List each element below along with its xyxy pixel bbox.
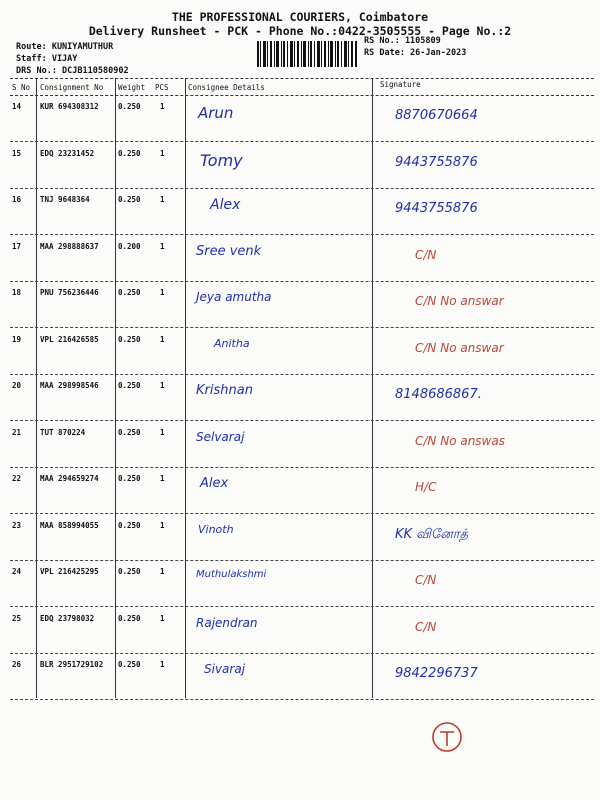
runsheet-subtitle: Delivery Runsheet - PCK - Phone No.:0422-3505555 - Page No.:2 xyxy=(88,24,512,38)
row-signature: C/N xyxy=(415,619,437,634)
row-signature: C/N xyxy=(415,247,437,262)
row-pcs: 1 xyxy=(160,613,165,623)
row-pcs: 1 xyxy=(160,334,165,344)
row-sno: 20 xyxy=(12,381,22,390)
row-weight: 0.200 xyxy=(118,241,141,251)
row-weight: 0.250 xyxy=(118,102,141,111)
row-sno: 22 xyxy=(12,474,22,483)
row-consignment-no: MAA 294659274 xyxy=(40,474,99,483)
table-row xyxy=(10,468,594,514)
row-consignee: Arun xyxy=(198,104,234,122)
col-weight-header: Weight xyxy=(118,83,146,92)
table-row xyxy=(10,375,594,421)
row-signature: 8870670664 xyxy=(395,108,478,123)
rs-date-label: RS Date: 26-Jan-2023 xyxy=(364,48,467,58)
table-row xyxy=(10,189,594,235)
row-pcs: 1 xyxy=(160,241,165,251)
row-consignment-no: EDQ 23231452 xyxy=(40,148,95,158)
col-consignment-header: Consignment No xyxy=(40,83,104,92)
row-sno: 19 xyxy=(12,334,22,344)
row-signature: C/N xyxy=(415,573,437,587)
row-weight: 0.250 xyxy=(118,474,141,483)
row-sno: 26 xyxy=(12,660,22,669)
row-weight: 0.250 xyxy=(118,288,141,297)
row-consignee: Sivaraj xyxy=(204,662,246,676)
row-pcs: 1 xyxy=(160,427,165,437)
row-sno: 14 xyxy=(12,102,22,111)
table-row xyxy=(10,561,594,607)
row-signature: C/N No answas xyxy=(415,433,505,448)
col-signature-header: Signature xyxy=(380,80,421,89)
row-pcs: 1 xyxy=(160,381,165,390)
table-row xyxy=(10,282,594,328)
col-sno-header: S No xyxy=(12,83,31,92)
row-consignment-no: TNJ 9648364 xyxy=(40,195,90,204)
table-row xyxy=(10,329,594,375)
row-signature: 9443755876 xyxy=(395,154,478,170)
row-sno: 15 xyxy=(12,148,22,158)
row-sno: 25 xyxy=(12,613,22,623)
table-row xyxy=(10,608,594,654)
row-consignment-no: PNU 756236446 xyxy=(40,288,99,297)
barcode xyxy=(257,41,357,67)
row-consignment-no: VPL 216426585 xyxy=(40,334,99,344)
row-consignment-no: BLR 2951729102 xyxy=(40,660,104,669)
table-row xyxy=(10,654,594,700)
row-separator xyxy=(10,699,594,700)
row-sno: 24 xyxy=(12,567,22,576)
row-signature: H/C xyxy=(415,480,437,494)
row-pcs: 1 xyxy=(160,660,165,669)
row-weight: 0.250 xyxy=(118,148,141,158)
row-consignee: Selvaraj xyxy=(196,429,245,444)
table-row xyxy=(10,96,594,142)
row-consignee: Anitha xyxy=(214,336,250,350)
table-row xyxy=(10,143,594,189)
row-pcs: 1 xyxy=(160,474,165,483)
row-weight: 0.250 xyxy=(118,520,141,530)
row-consignee: Rajendran xyxy=(196,615,258,630)
row-weight: 0.250 xyxy=(118,334,141,344)
stamp-icon xyxy=(430,720,464,754)
row-consignee: Sree venk xyxy=(196,243,262,259)
rs-number-label: RS No.: 1105809 xyxy=(364,36,441,46)
row-weight: 0.250 xyxy=(118,660,141,669)
row-weight: 0.250 xyxy=(118,613,141,623)
row-consignment-no: EDQ 23798032 xyxy=(40,613,95,623)
row-consignee: Alex xyxy=(210,197,241,213)
row-pcs: 1 xyxy=(160,148,165,158)
staff-label: Staff: VIJAY xyxy=(16,54,78,64)
row-pcs: 1 xyxy=(160,102,165,111)
row-sno: 16 xyxy=(12,195,22,204)
row-sno: 23 xyxy=(12,520,22,530)
table-row xyxy=(10,236,594,282)
row-consignment-no: VPL 216425295 xyxy=(40,567,99,576)
table-row xyxy=(10,515,594,561)
row-sno: 17 xyxy=(12,241,22,251)
row-consignment-no: MAA 298998546 xyxy=(40,381,99,390)
row-signature: 8148686867. xyxy=(395,387,482,402)
col-pcs-header: PCS xyxy=(155,83,169,92)
row-signature: C/N No answar xyxy=(415,294,504,308)
row-consignee: Jeya amutha xyxy=(196,290,272,304)
row-consignee: Tomy xyxy=(200,150,243,170)
row-consignment-no: KUR 694308312 xyxy=(40,102,99,111)
header-top-rule xyxy=(10,78,594,79)
row-pcs: 1 xyxy=(160,567,165,576)
row-consignee: Muthulakshmi xyxy=(196,569,267,580)
col-consignee-header: Consignee Details xyxy=(188,83,265,92)
row-consignment-no: TUT 870224 xyxy=(40,427,86,437)
drs-label: DRS No.: DCJB110580902 xyxy=(16,66,129,76)
row-pcs: 1 xyxy=(160,520,165,530)
row-consignee: Alex xyxy=(200,476,229,491)
row-sno: 21 xyxy=(12,427,22,437)
row-signature: 9443755876 xyxy=(395,201,478,216)
row-signature: 9842296737 xyxy=(395,666,478,681)
row-consignee: Krishnan xyxy=(196,383,253,398)
row-signature: C/N No answar xyxy=(415,340,504,355)
company-title: THE PROFESSIONAL COURIERS, Coimbatore xyxy=(171,10,429,24)
row-pcs: 1 xyxy=(160,288,165,297)
row-sno: 18 xyxy=(12,288,22,297)
table-row xyxy=(10,422,594,468)
row-signature: KK வினோத் xyxy=(395,526,469,542)
row-weight: 0.250 xyxy=(118,381,141,390)
row-weight: 0.250 xyxy=(118,427,141,437)
route-label: Route: KUNIYAMUTHUR xyxy=(16,42,114,52)
row-consignment-no: MAA 858994055 xyxy=(40,520,99,530)
row-pcs: 1 xyxy=(160,195,165,204)
row-consignment-no: MAA 298888637 xyxy=(40,241,99,251)
row-consignee: Vinoth xyxy=(198,522,234,536)
row-weight: 0.250 xyxy=(118,195,141,204)
row-weight: 0.250 xyxy=(118,567,141,576)
